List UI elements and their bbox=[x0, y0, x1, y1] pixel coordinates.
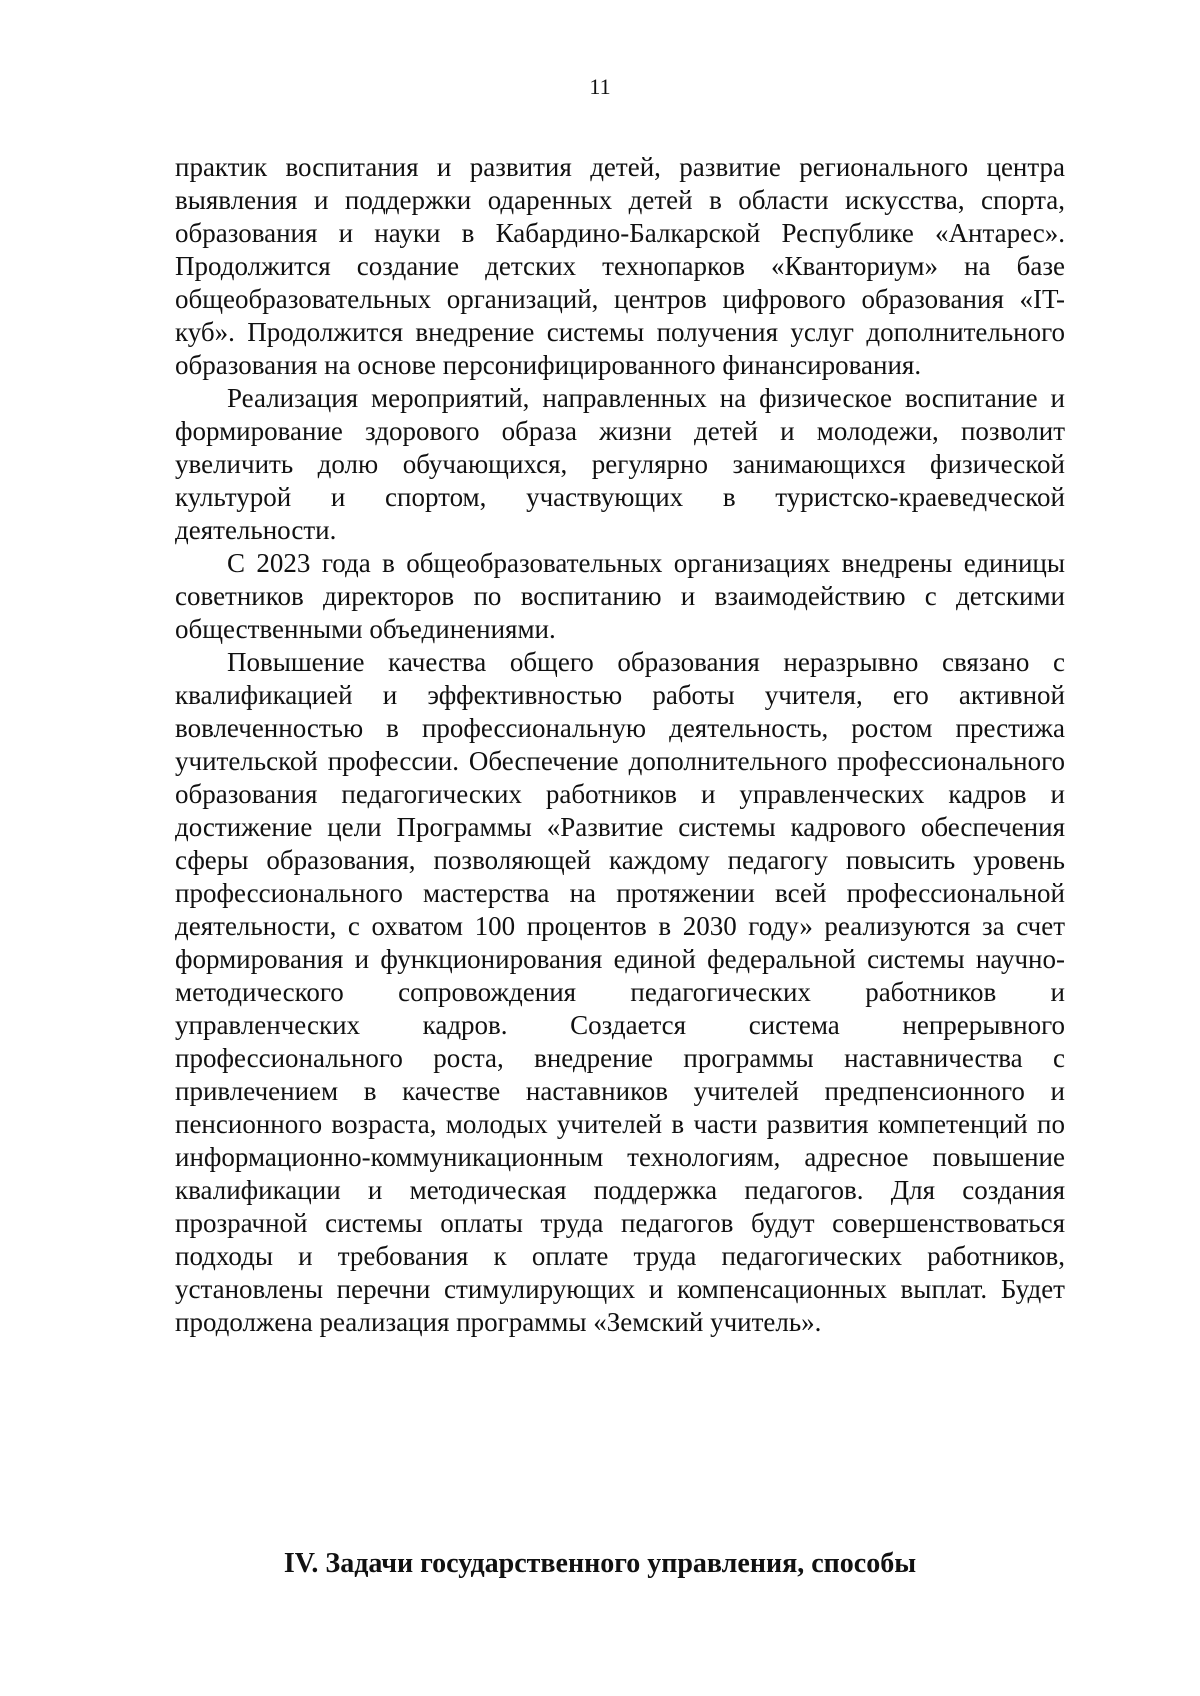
paragraph-advisors: С 2023 года в общеобразовательных организациях внедрены единицы советников директоров по воспитанию и взаимодействию с детскими общественными объединениями. bbox=[175, 548, 1065, 644]
paragraph-physical-education: Реализация мероприятий, направленных на физическое воспитание и формирование здорового образа жизни детей и молодежи, позволит увеличить долю обучающихся, регулярно занимающихся физической культурой и спортом, участвующих в туристско-краеведческой деятельности. bbox=[175, 383, 1065, 545]
paragraph-continuation: практик воспитания и развития детей, развитие регионального центра выявления и поддержки одаренных детей в области искусства, спорта, образования и науки в Кабардино-Балкарской Республике «Антарес». Продолжится создание детских технопарков «Кванториум» на базе общеобразовательных организаций, центров цифрового образования «IT-куб». Продолжится внедрение системы получения услуг дополнительного образования на основе персонифицированного финансирования. bbox=[175, 152, 1065, 380]
page-number: 11 bbox=[589, 74, 611, 99]
body-text bbox=[175, 151, 1065, 1339]
section-heading: IV. Задачи государственного управления, способы bbox=[283, 1548, 917, 1579]
paragraph-teacher-quality: Повышение качества общего образования неразрывно связано с квалификацией и эффективностью работы учителя, его активной вовлеченностью в профессиональную деятельность, ростом престижа учительской профессии. Обеспечение дополнительного профессионального образования педагогических работников и управленческих кадров и достижение цели Программы «Развитие системы кадрового обеспечения сферы образования, позволяющей каждому педагогу повысить уровень профессионального мастерства на протяжении всей профессиональной деятельности, с охватом 100 процентов в 2030 году» реализуются за счет формирования и функционирования единой федеральной системы научно-методического сопровождения педагогических работников и управленческих кадров. Создается система непрерывного профессионального роста, внедрение программы наставничества с привлечением в качестве наставников учителей предпенсионного и пенсионного возраста, молодых учителей в части развития компетенций по информационно-коммуникационным технологиям, адресное повышение квалификации и методическая поддержка педагогов. Для создания прозрачной системы оплаты труда педагогов будут совершенствоваться подходы и требования к оплате труда педагогических работников, установлены перечни стимулирующих и компенсационных выплат. Будет продолжена реализация программы «Земский учитель». bbox=[175, 647, 1065, 1337]
